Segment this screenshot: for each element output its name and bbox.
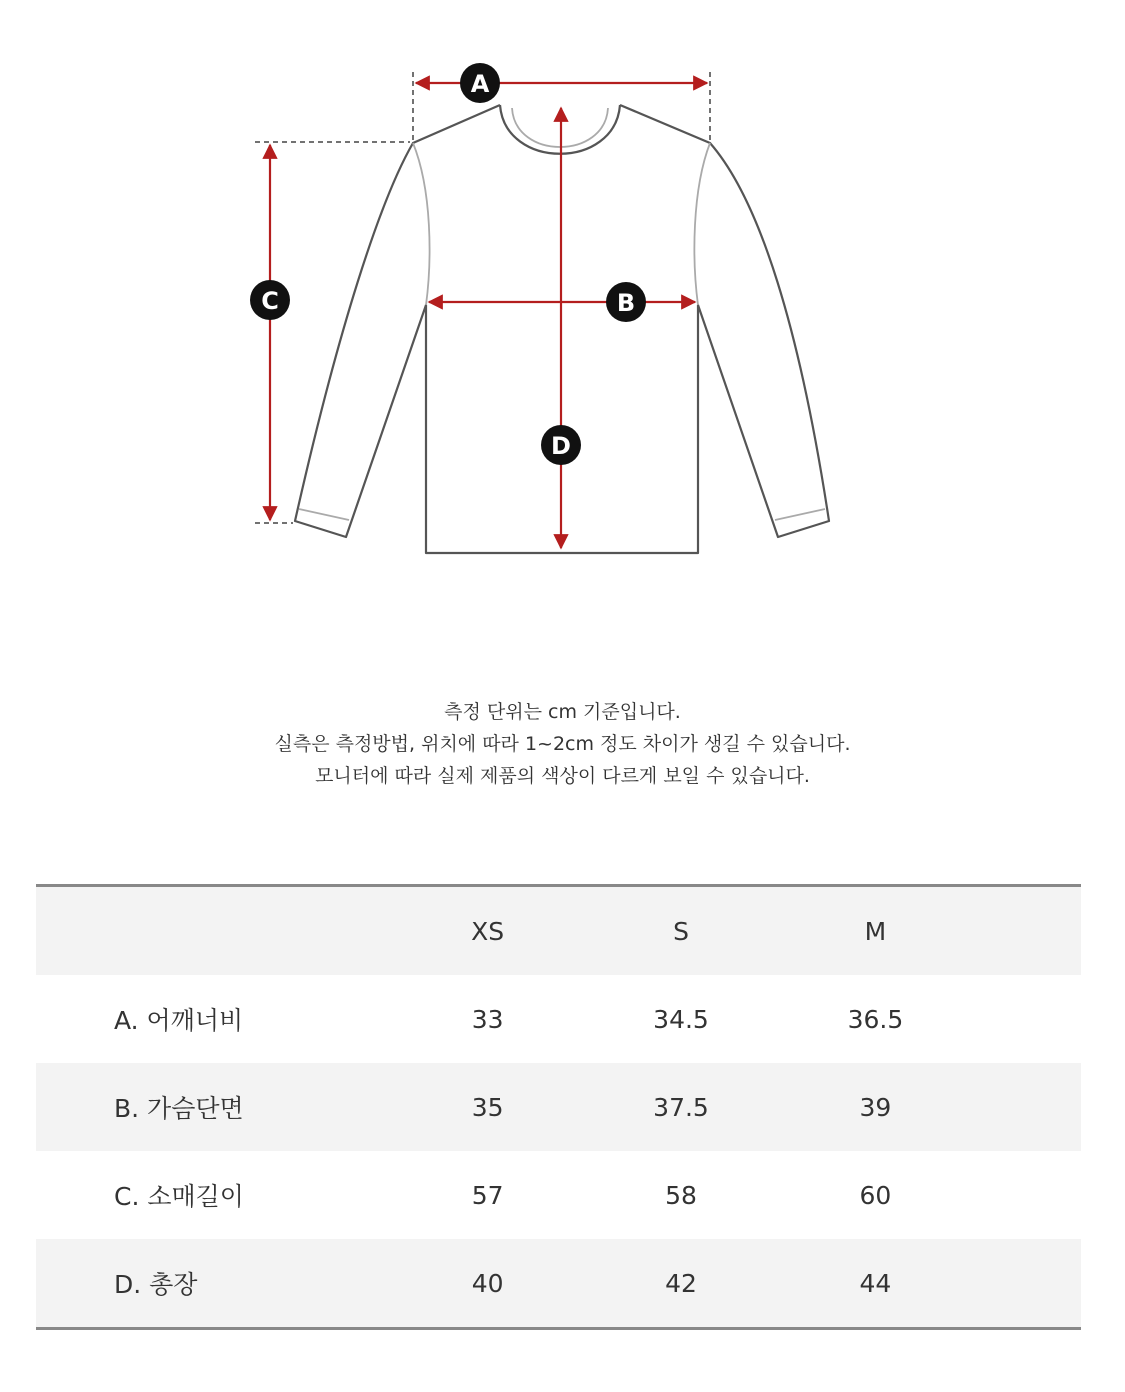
svg-text:A: A — [470, 70, 490, 98]
table-header-row — [36, 886, 1081, 976]
svg-text:B: B — [616, 289, 636, 317]
row-label: C. 소매길이 — [114, 1182, 244, 1211]
table-row — [36, 975, 1081, 1063]
cell-value: 60 — [859, 1180, 892, 1210]
marker-c — [250, 280, 290, 320]
table-row — [36, 1239, 1081, 1329]
marker-a — [460, 63, 500, 103]
cell-value: 39 — [778, 1063, 972, 1151]
cell-value: 58 — [665, 1180, 697, 1210]
table-row — [36, 1151, 1081, 1239]
row-label: A. 어깨너비 — [114, 1006, 244, 1035]
svg-text:D: D — [551, 432, 571, 460]
note-color: 모니터에 따라 실제 제품의 색상이 다르게 보일 수 있습니다. — [315, 765, 810, 787]
note-unit: 측정 단위는 cm 기준입니다. — [444, 701, 681, 723]
cell-value: 42 — [584, 1239, 778, 1329]
header-size-xs: XS — [391, 886, 583, 976]
cell-value: 44 — [778, 1239, 972, 1329]
svg-text:C: C — [261, 287, 279, 315]
header-label — [36, 886, 391, 976]
marker-d — [541, 425, 581, 465]
cell-value: 36.5 — [847, 1004, 904, 1034]
cell-value: 57 — [471, 1180, 504, 1210]
cell-value: 35 — [391, 1063, 583, 1151]
table-row — [36, 1063, 1081, 1151]
cell-value: 40 — [391, 1239, 583, 1329]
cell-value: 37.5 — [584, 1063, 778, 1151]
size-chart-table — [36, 884, 1081, 1330]
cell-value: 33 — [471, 1004, 504, 1034]
row-label: D. 총장 — [36, 1239, 391, 1329]
measurement-notes — [0, 696, 1125, 792]
marker-b — [606, 282, 646, 322]
note-tolerance: 실측은 측정방법, 위치에 따라 1~2cm 정도 차이가 생길 수 있습니다. — [274, 733, 851, 755]
cell-value: 34.5 — [653, 1004, 709, 1034]
header-size-s: S — [584, 886, 778, 976]
garment-measurement-diagram — [0, 0, 1125, 600]
row-label: B. 가슴단면 — [36, 1063, 391, 1151]
header-size-m: M — [778, 886, 972, 976]
